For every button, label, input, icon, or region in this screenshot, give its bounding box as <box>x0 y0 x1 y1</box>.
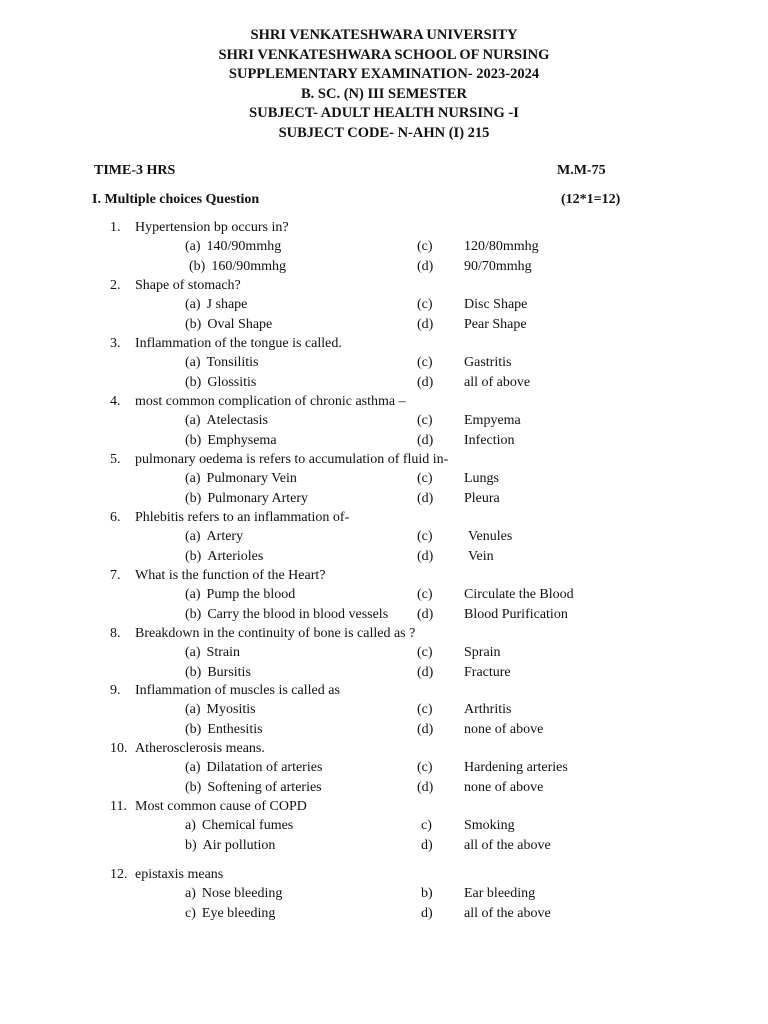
option-text: Pulmonary Artery <box>207 490 309 506</box>
option-label: (a) <box>185 471 201 487</box>
option-label: (d) <box>417 432 434 448</box>
question-text: Inflammation of the tongue is called. <box>135 336 342 351</box>
question-number: 3. <box>110 336 121 351</box>
option-label: (b) <box>185 721 202 737</box>
option-label: (b) <box>185 432 202 448</box>
option-text: 160/90mmhg <box>211 258 286 274</box>
option-row <box>0 904 768 923</box>
option-text: all of above <box>464 374 531 390</box>
option-label: (c) <box>417 760 433 776</box>
question-text: Inflammation of muscles is called as <box>135 683 340 698</box>
option-label: (d) <box>417 316 434 332</box>
option-b <box>185 904 275 923</box>
option-label: a) <box>185 886 196 902</box>
option-label: (d) <box>417 779 434 795</box>
question-number: 5. <box>110 452 121 467</box>
option-text: Disc Shape <box>464 297 528 313</box>
option-row <box>0 884 768 903</box>
option-label: (b) <box>185 664 202 680</box>
question-number: 4. <box>110 394 121 409</box>
option-row <box>0 778 768 797</box>
option-text: Eye bleeding <box>201 905 276 921</box>
question-9 <box>0 681 768 700</box>
option-label: (d) <box>417 664 434 680</box>
option-text: Blood Purification <box>464 606 568 622</box>
question-11 <box>0 797 768 816</box>
question-text: Breakdown in the continuity of bone is called as ? <box>135 626 416 641</box>
option-row <box>0 469 768 488</box>
option-row <box>0 431 768 450</box>
option-text: Nose bleeding <box>201 886 283 902</box>
option-label: d) <box>421 837 433 853</box>
subject-name: SUBJECT- ADULT HEALTH NURSING -I <box>249 105 519 121</box>
option-label: (b) <box>189 258 206 274</box>
option-text: Pleura <box>464 490 500 506</box>
option-row <box>0 663 768 682</box>
option-b <box>185 720 263 739</box>
question-text: epistaxis means <box>135 867 224 882</box>
option-text: Carry the blood in blood vessels <box>207 606 389 622</box>
option-label: b) <box>421 886 433 902</box>
option-row <box>0 758 768 777</box>
max-marks: M.M-75 <box>557 163 606 178</box>
option-text: Sprain <box>464 645 501 661</box>
program-semester: B. SC. (N) III SEMESTER <box>301 85 467 102</box>
option-row <box>0 836 768 855</box>
option-b <box>185 605 388 624</box>
question-text: pulmonary oedema is refers to accumulation of fluid in- <box>135 452 449 467</box>
option-b <box>185 431 277 450</box>
option-label: (b) <box>185 316 202 332</box>
question-number: 7. <box>110 568 121 583</box>
question-8 <box>0 624 768 643</box>
question-text: Atherosclerosis means. <box>135 741 265 756</box>
option-b <box>185 373 256 392</box>
question-2 <box>0 276 768 295</box>
option-text: Myositis <box>206 702 256 718</box>
option-a <box>185 758 322 777</box>
option-a <box>185 527 243 546</box>
option-label: d) <box>421 905 433 921</box>
option-text: Smoking <box>464 818 515 834</box>
question-text: Shape of stomach? <box>135 278 241 293</box>
time-label: TIME-3 HRS <box>94 163 176 178</box>
option-label: (b) <box>185 374 202 390</box>
option-b <box>185 315 272 334</box>
exam-name: SUPPLEMENTARY EXAMINATION- 2023-2024 <box>228 66 540 82</box>
option-row <box>0 489 768 508</box>
option-row <box>0 237 768 256</box>
option-a <box>185 237 281 256</box>
question-number: 6. <box>110 510 121 525</box>
option-label: a) <box>185 818 196 834</box>
option-row <box>0 547 768 566</box>
option-text: Artery <box>206 529 244 545</box>
option-label: (c) <box>417 529 433 545</box>
question-number: 10. <box>110 741 128 756</box>
exam-header <box>0 26 768 143</box>
option-label: (a) <box>185 413 201 429</box>
option-label: (d) <box>417 374 434 390</box>
question-7 <box>0 566 768 585</box>
option-label: c) <box>185 905 196 921</box>
question-number: 9. <box>110 683 121 698</box>
option-b <box>185 663 251 682</box>
option-a <box>185 411 268 430</box>
option-text: Arthritis <box>464 702 512 718</box>
option-label: c) <box>421 818 432 834</box>
question-12 <box>0 865 768 884</box>
option-row <box>0 257 768 276</box>
option-a <box>185 700 256 719</box>
option-label: (c) <box>417 413 433 429</box>
option-text: Empyema <box>464 413 521 429</box>
option-text: Gastritis <box>464 355 512 371</box>
option-text: 90/70mmhg <box>464 258 532 274</box>
option-b <box>185 547 263 566</box>
option-row <box>0 585 768 604</box>
option-b <box>185 778 322 797</box>
option-text: Pulmonary Vein <box>206 471 297 487</box>
option-label: (c) <box>417 702 433 718</box>
option-label: (a) <box>185 760 201 776</box>
option-text: Ear bleeding <box>464 886 536 902</box>
option-a <box>185 585 295 604</box>
question-number: 12. <box>110 867 128 882</box>
option-a <box>185 884 282 903</box>
option-label: (a) <box>185 239 201 255</box>
school-name: SHRI VENKATESHWARA SCHOOL OF NURSING <box>218 46 550 63</box>
option-text: Glossitis <box>207 374 257 390</box>
question-text: most common complication of chronic asthma – <box>135 394 406 409</box>
option-row <box>0 295 768 314</box>
option-text: Emphysema <box>207 432 277 448</box>
option-label: (a) <box>185 297 201 313</box>
option-text: 140/90mmhg <box>206 239 282 255</box>
option-label: (c) <box>417 297 433 313</box>
option-text: Oval Shape <box>207 316 273 332</box>
option-a <box>185 353 258 372</box>
option-text: Lungs <box>464 471 499 487</box>
question-5 <box>0 450 768 469</box>
option-label: (b) <box>185 490 202 506</box>
option-text: none of above <box>464 779 544 795</box>
option-text: Dilatation of arteries <box>206 760 323 776</box>
question-text: Hypertension bp occurs in? <box>135 220 289 235</box>
option-text: Arterioles <box>207 548 264 564</box>
question-text: Most common cause of COPD <box>135 799 307 814</box>
option-label: (c) <box>417 471 433 487</box>
option-label: (a) <box>185 702 201 718</box>
option-b <box>185 489 308 508</box>
question-3 <box>0 334 768 353</box>
option-row <box>0 527 768 546</box>
option-row <box>0 605 768 624</box>
option-a <box>185 816 293 835</box>
option-label: (a) <box>185 587 201 603</box>
option-row <box>0 353 768 372</box>
option-text: Chemical fumes <box>201 818 294 834</box>
subject-code: SUBJECT CODE- N-AHN (I) 215 <box>278 124 490 141</box>
option-label: (c) <box>417 355 433 371</box>
option-text: all of the above <box>464 837 551 853</box>
question-number: 1. <box>110 220 121 235</box>
question-number: 8. <box>110 626 121 641</box>
option-text: all of the above <box>464 905 551 921</box>
option-label: (a) <box>185 529 201 545</box>
section-marks: (12*1=12) <box>561 192 621 207</box>
option-b <box>189 257 286 276</box>
option-row <box>0 720 768 739</box>
option-label: (a) <box>185 645 201 661</box>
option-label: (b) <box>185 548 202 564</box>
option-text: Atelectasis <box>206 413 268 429</box>
option-label: (d) <box>417 721 434 737</box>
option-row <box>0 373 768 392</box>
option-a <box>185 295 247 314</box>
option-label: b) <box>185 837 197 853</box>
option-b <box>185 836 275 855</box>
question-text: What is the function of the Heart? <box>135 568 326 583</box>
option-label: (c) <box>417 239 433 255</box>
option-text: none of above <box>464 721 544 737</box>
option-text: Softening of arteries <box>207 779 322 795</box>
option-label: (d) <box>417 490 434 506</box>
question-6 <box>0 508 768 527</box>
option-text: Hardening arteries <box>464 760 568 776</box>
option-label: (b) <box>185 606 202 622</box>
option-text: Tonsilitis <box>206 355 259 371</box>
option-a <box>185 643 240 662</box>
section-title: I. Multiple choices Question <box>92 192 260 207</box>
option-text: Vein <box>468 548 494 564</box>
option-a <box>185 469 297 488</box>
option-label: (c) <box>417 587 433 603</box>
option-row <box>0 816 768 835</box>
option-text: J shape <box>206 297 248 313</box>
option-label: (d) <box>417 548 434 564</box>
option-label: (b) <box>185 779 202 795</box>
university-name: SHRI VENKATESHWARA UNIVERSITY <box>250 27 518 43</box>
option-label: (d) <box>417 606 434 622</box>
option-text: Pear Shape <box>464 316 527 332</box>
option-row <box>0 315 768 334</box>
option-text: Bursitis <box>207 664 251 680</box>
option-text: Pump the blood <box>206 587 296 603</box>
question-10 <box>0 739 768 758</box>
option-row <box>0 643 768 662</box>
option-row <box>0 411 768 430</box>
question-number: 11. <box>110 799 127 814</box>
option-text: Venules <box>468 529 513 545</box>
question-4 <box>0 392 768 411</box>
option-text: Fracture <box>464 664 511 680</box>
option-label: (c) <box>417 645 433 661</box>
option-label: (d) <box>417 258 434 274</box>
question-1 <box>0 218 768 237</box>
question-number: 2. <box>110 278 121 293</box>
option-text: 120/80mmhg <box>464 239 539 255</box>
option-text: Air pollution <box>202 837 276 853</box>
option-text: Enthesitis <box>207 721 263 737</box>
question-text: Phlebitis refers to an inflammation of- <box>135 510 350 525</box>
option-text: Circulate the Blood <box>464 587 574 603</box>
option-label: (a) <box>185 355 201 371</box>
option-text: Strain <box>206 645 240 661</box>
option-text: Infection <box>464 432 515 448</box>
option-row <box>0 700 768 719</box>
